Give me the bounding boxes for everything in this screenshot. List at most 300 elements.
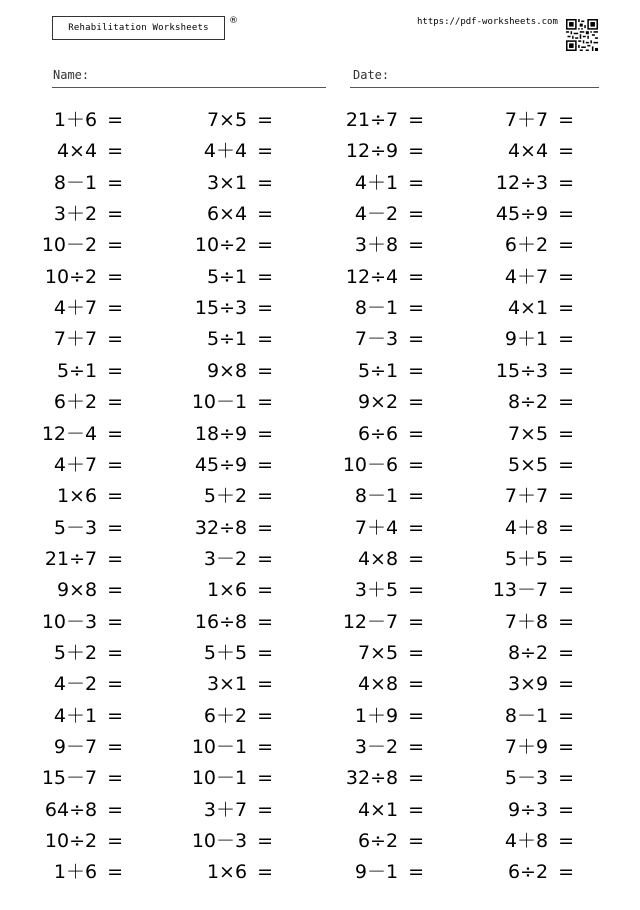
problem-item: [195, 422, 273, 446]
problem-expression: 12－4: [41, 422, 98, 445]
equals-sign: =: [558, 453, 574, 476]
equals-sign: =: [257, 736, 273, 758]
problem-item: [54, 390, 123, 414]
equals-sign: =: [558, 203, 574, 226]
equals-sign: =: [408, 297, 424, 320]
problem-expression: 4＋7: [53, 453, 98, 476]
problem-expression: 4＋1: [354, 171, 399, 194]
problem-item: [346, 139, 424, 163]
problem-item: [204, 704, 273, 728]
problem-item: [54, 704, 123, 728]
problem-expression: 9×8: [56, 579, 98, 602]
problem-expression: 1×6: [56, 485, 98, 508]
equals-sign: =: [257, 547, 273, 570]
equals-sign: =: [107, 328, 123, 351]
equals-sign: =: [107, 297, 123, 320]
problem-item: [57, 578, 123, 602]
problem-item: [355, 484, 424, 508]
equals-sign: =: [408, 547, 424, 570]
equals-sign: =: [107, 265, 123, 288]
equals-sign: =: [558, 579, 574, 602]
problem-item: [207, 202, 273, 226]
problem-expression: 9×8: [206, 359, 248, 382]
equals-sign: =: [408, 359, 424, 382]
problem-item: [204, 547, 273, 571]
problem-item: [204, 484, 273, 508]
problem-item: [195, 516, 273, 540]
equals-sign: =: [257, 422, 273, 445]
equals-sign: =: [257, 641, 273, 664]
problem-expression: 5＋5: [203, 641, 248, 664]
problem-expression: 16÷8: [194, 610, 248, 633]
problem-expression: 6＋2: [203, 704, 248, 727]
problem-expression: 5－3: [504, 767, 549, 790]
problem-item: [505, 327, 574, 351]
problem-item: [207, 171, 273, 195]
problem-expression: 5÷1: [357, 359, 399, 382]
problem-expression: 3－2: [203, 547, 248, 570]
problem-item: [207, 359, 273, 383]
problem-item: [54, 108, 123, 132]
problem-item: [358, 547, 424, 571]
problem-expression: 21÷7: [44, 547, 98, 570]
equals-sign: =: [257, 861, 273, 884]
equals-sign: =: [408, 579, 424, 602]
problem-item: [57, 484, 123, 508]
equals-sign: =: [558, 704, 574, 727]
equals-sign: =: [408, 861, 424, 884]
problem-expression: 3－2: [354, 736, 399, 758]
problem-expression: 32÷8: [194, 516, 248, 539]
problem-expression: 8－1: [504, 704, 549, 727]
problem-expression: 12÷4: [345, 265, 399, 288]
problem-expression: 9－7: [53, 736, 98, 758]
problem-item: [42, 422, 123, 446]
problem-item: [192, 829, 273, 853]
problem-item: [192, 390, 273, 414]
problem-item: [195, 296, 273, 320]
problem-expression: 5＋5: [504, 547, 549, 570]
equals-sign: =: [257, 109, 273, 131]
problem-item: [355, 327, 424, 351]
equals-sign: =: [257, 579, 273, 602]
equals-sign: =: [257, 359, 273, 382]
equals-sign: =: [257, 297, 273, 320]
problem-item: [54, 202, 123, 226]
equals-sign: =: [408, 767, 424, 790]
equals-sign: =: [107, 516, 123, 539]
problem-item: [42, 233, 123, 257]
problem-expression: 4＋7: [504, 265, 549, 288]
problem-item: [505, 766, 574, 790]
problem-item: [195, 453, 273, 477]
equals-sign: =: [257, 328, 273, 351]
equals-sign: =: [558, 265, 574, 288]
problem-expression: 3＋7: [203, 798, 248, 821]
problem-item: [496, 171, 574, 195]
problem-expression: 8－1: [354, 485, 399, 508]
problem-item: [54, 327, 123, 351]
equals-sign: =: [107, 391, 123, 414]
equals-sign: =: [558, 391, 574, 414]
equals-sign: =: [107, 453, 123, 476]
problem-expression: 7＋7: [53, 328, 98, 351]
date-label: Date:: [353, 68, 390, 82]
problem-item: [355, 704, 424, 728]
equals-sign: =: [257, 767, 273, 790]
equals-sign: =: [558, 610, 574, 633]
problem-expression: 10－1: [191, 391, 248, 414]
problem-item: [355, 578, 424, 602]
problem-item: [195, 233, 273, 257]
equals-sign: =: [257, 171, 273, 194]
problem-item: [505, 265, 574, 289]
problem-expression: 1×6: [206, 861, 248, 884]
problem-item: [358, 829, 424, 853]
equals-sign: =: [257, 453, 273, 476]
equals-sign: =: [408, 328, 424, 351]
equals-sign: =: [257, 798, 273, 821]
problem-expression: 4×4: [507, 140, 549, 163]
equals-sign: =: [257, 391, 273, 414]
problem-item: [355, 171, 424, 195]
equals-sign: =: [558, 516, 574, 539]
equals-sign: =: [107, 140, 123, 163]
equals-sign: =: [107, 673, 123, 696]
equals-sign: =: [408, 171, 424, 194]
problem-item: [54, 641, 123, 665]
problem-item: [508, 672, 574, 696]
equals-sign: =: [558, 485, 574, 508]
problem-item: [45, 798, 123, 822]
problem-expression: 7＋8: [504, 610, 549, 633]
problem-expression: 7＋9: [504, 736, 549, 758]
problem-item: [207, 108, 273, 132]
problem-expression: 7＋7: [504, 109, 549, 131]
equals-sign: =: [408, 610, 424, 633]
equals-sign: =: [107, 736, 123, 758]
problem-expression: 6×4: [206, 203, 248, 226]
problem-item: [505, 547, 574, 571]
problem-item: [358, 672, 424, 696]
equals-sign: =: [558, 736, 574, 758]
problem-item: [346, 108, 424, 132]
problem-expression: 5×5: [507, 453, 549, 476]
problem-item: [508, 860, 574, 884]
problem-item: [505, 704, 574, 728]
equals-sign: =: [558, 234, 574, 257]
problem-expression: 8－1: [354, 297, 399, 320]
problem-item: [508, 641, 574, 665]
equals-sign: =: [558, 830, 574, 853]
problem-item: [505, 610, 574, 634]
problem-item: [508, 798, 574, 822]
problem-item: [358, 359, 424, 383]
equals-sign: =: [558, 547, 574, 570]
problem-item: [505, 233, 574, 257]
problem-expression: 1×6: [206, 579, 248, 602]
equals-sign: =: [558, 140, 574, 163]
equals-sign: =: [408, 140, 424, 163]
equals-sign: =: [558, 297, 574, 320]
problem-expression: 1＋6: [53, 861, 98, 884]
problem-expression: 45÷9: [194, 453, 248, 476]
problem-expression: 12÷3: [495, 171, 549, 194]
problem-expression: 12－7: [342, 610, 399, 633]
equals-sign: =: [408, 641, 424, 664]
problem-item: [54, 296, 123, 320]
problem-expression: 10－1: [191, 767, 248, 790]
equals-sign: =: [408, 391, 424, 414]
problem-item: [45, 547, 123, 571]
equals-sign: =: [257, 140, 273, 163]
problem-expression: 3＋8: [354, 234, 399, 257]
equals-sign: =: [257, 830, 273, 853]
equals-sign: =: [558, 767, 574, 790]
equals-sign: =: [408, 830, 424, 853]
equals-sign: =: [257, 234, 273, 257]
problem-item: [358, 641, 424, 665]
problem-expression: 4×1: [507, 297, 549, 320]
problem-item: [508, 453, 574, 477]
problem-item: [45, 265, 123, 289]
problem-item: [346, 265, 424, 289]
problem-item: [355, 516, 424, 540]
equals-sign: =: [257, 203, 273, 226]
problem-expression: 9－1: [354, 861, 399, 884]
equals-sign: =: [107, 798, 123, 821]
problem-expression: 4×1: [357, 798, 399, 821]
problem-expression: 3×1: [206, 171, 248, 194]
equals-sign: =: [107, 610, 123, 633]
problem-expression: 9＋1: [504, 328, 549, 351]
problem-item: [355, 233, 424, 257]
equals-sign: =: [408, 265, 424, 288]
equals-sign: =: [107, 547, 123, 570]
problem-expression: 5＋2: [53, 641, 98, 664]
problem-expression: 6＋2: [53, 391, 98, 414]
problem-item: [42, 610, 123, 634]
problem-expression: 3＋5: [354, 579, 399, 602]
problem-item: [45, 829, 123, 853]
problem-item: [505, 484, 574, 508]
problem-expression: 10÷2: [194, 234, 248, 257]
problem-item: [355, 202, 424, 226]
equals-sign: =: [107, 359, 123, 382]
equals-sign: =: [558, 422, 574, 445]
problem-expression: 3×1: [206, 673, 248, 696]
registered-mark: ®: [229, 16, 238, 26]
problem-expression: 5＋2: [203, 485, 248, 508]
equals-sign: =: [408, 673, 424, 696]
equals-sign: =: [107, 171, 123, 194]
problem-expression: 4×8: [357, 673, 399, 696]
problem-expression: 8÷2: [507, 641, 549, 664]
equals-sign: =: [408, 109, 424, 131]
problem-expression: 1＋9: [354, 704, 399, 727]
problem-expression: 15÷3: [194, 297, 248, 320]
problem-expression: 4－2: [354, 203, 399, 226]
problem-item: [346, 766, 424, 790]
problem-item: [493, 578, 574, 602]
problem-item: [42, 766, 123, 790]
problem-expression: 4＋8: [504, 830, 549, 853]
problem-item: [358, 390, 424, 414]
problem-expression: 8÷2: [507, 391, 549, 414]
equals-sign: =: [107, 109, 123, 131]
equals-sign: =: [107, 234, 123, 257]
problem-expression: 64÷8: [44, 798, 98, 821]
problem-expression: 32÷8: [345, 767, 399, 790]
problem-expression: 10－2: [41, 234, 98, 257]
equals-sign: =: [257, 265, 273, 288]
equals-sign: =: [107, 830, 123, 853]
equals-sign: =: [107, 861, 123, 884]
problem-item: [195, 610, 273, 634]
problem-item: [508, 390, 574, 414]
problem-item: [358, 422, 424, 446]
equals-sign: =: [257, 485, 273, 508]
equals-sign: =: [558, 328, 574, 351]
problem-item: [505, 108, 574, 132]
equals-sign: =: [558, 673, 574, 696]
equals-sign: =: [107, 485, 123, 508]
problem-item: [54, 672, 123, 696]
problem-item: [54, 516, 123, 540]
problem-item: [57, 139, 123, 163]
problem-item: [496, 359, 574, 383]
worksheet-title: Rehabilitation Worksheets: [68, 23, 209, 33]
problem-expression: 7×5: [357, 641, 399, 664]
problem-expression: 7×5: [507, 422, 549, 445]
equals-sign: =: [257, 704, 273, 727]
equals-sign: =: [408, 516, 424, 539]
problem-expression: 7＋7: [504, 485, 549, 508]
equals-sign: =: [107, 704, 123, 727]
problem-expression: 10÷2: [44, 830, 98, 853]
problem-expression: 9×2: [357, 391, 399, 414]
equals-sign: =: [408, 422, 424, 445]
equals-sign: =: [558, 171, 574, 194]
problem-item: [505, 516, 574, 540]
name-label: Name:: [53, 68, 90, 82]
problem-expression: 4＋1: [53, 704, 98, 727]
problem-item: [192, 735, 273, 759]
problem-expression: 6÷2: [357, 830, 399, 853]
problem-expression: 4＋4: [203, 140, 248, 163]
problem-item: [204, 139, 273, 163]
problem-item: [505, 829, 574, 853]
problem-item: [204, 641, 273, 665]
equals-sign: =: [558, 798, 574, 821]
problem-item: [54, 735, 123, 759]
problem-expression: 7×5: [206, 109, 248, 131]
problem-item: [358, 798, 424, 822]
problem-item: [54, 860, 123, 884]
problem-expression: 6＋2: [504, 234, 549, 257]
problem-expression: 45÷9: [495, 203, 549, 226]
problem-expression: 8－1: [53, 171, 98, 194]
problem-item: [355, 735, 424, 759]
problem-expression: 15÷3: [495, 359, 549, 382]
equals-sign: =: [558, 359, 574, 382]
problem-expression: 13－7: [492, 579, 549, 602]
problem-item: [207, 672, 273, 696]
problem-expression: 1＋6: [53, 109, 98, 131]
problem-item: [343, 610, 424, 634]
equals-sign: =: [408, 234, 424, 257]
problem-expression: 7－3: [354, 328, 399, 351]
problem-expression: 6÷2: [507, 861, 549, 884]
problem-expression: 5÷1: [56, 359, 98, 382]
problem-expression: 10－6: [342, 453, 399, 476]
problem-expression: 10－1: [191, 736, 248, 758]
problem-item: [343, 453, 424, 477]
problem-item: [508, 296, 574, 320]
problem-expression: 3×9: [507, 673, 549, 696]
equals-sign: =: [408, 485, 424, 508]
problem-expression: 10÷2: [44, 265, 98, 288]
problem-item: [355, 860, 424, 884]
equals-sign: =: [408, 704, 424, 727]
problem-item: [54, 171, 123, 195]
problem-expression: 6÷6: [357, 422, 399, 445]
equals-sign: =: [558, 641, 574, 664]
site-url[interactable]: https://pdf-worksheets.com: [417, 17, 558, 27]
problem-item: [207, 265, 273, 289]
problem-item: [207, 578, 273, 602]
problem-expression: 4×8: [357, 547, 399, 570]
equals-sign: =: [257, 516, 273, 539]
problem-expression: 5÷1: [206, 265, 248, 288]
problem-item: [204, 798, 273, 822]
equals-sign: =: [408, 798, 424, 821]
equals-sign: =: [107, 579, 123, 602]
equals-sign: =: [107, 641, 123, 664]
problem-expression: 4＋7: [53, 297, 98, 320]
problem-expression: 10－3: [191, 830, 248, 853]
equals-sign: =: [408, 203, 424, 226]
equals-sign: =: [107, 203, 123, 226]
problem-expression: 7＋4: [354, 516, 399, 539]
equals-sign: =: [408, 736, 424, 758]
problem-expression: 15－7: [41, 767, 98, 790]
equals-sign: =: [558, 861, 574, 884]
equals-sign: =: [107, 767, 123, 790]
equals-sign: =: [257, 610, 273, 633]
problem-item: [207, 860, 273, 884]
equals-sign: =: [558, 109, 574, 131]
problem-expression: 10－3: [41, 610, 98, 633]
problem-item: [508, 139, 574, 163]
problem-item: [57, 359, 123, 383]
problem-item: [508, 422, 574, 446]
problem-item: [505, 735, 574, 759]
problem-expression: 18÷9: [194, 422, 248, 445]
problem-item: [355, 296, 424, 320]
problem-expression: 3＋2: [53, 203, 98, 226]
problem-expression: 9÷3: [507, 798, 549, 821]
problem-expression: 5－3: [53, 516, 98, 539]
problem-expression: 4－2: [53, 673, 98, 696]
problem-item: [207, 327, 273, 351]
problem-item: [192, 766, 273, 790]
problem-expression: 4＋8: [504, 516, 549, 539]
equals-sign: =: [257, 673, 273, 696]
problem-expression: 21÷7: [345, 109, 399, 131]
problem-expression: 4×4: [56, 140, 98, 163]
equals-sign: =: [408, 453, 424, 476]
